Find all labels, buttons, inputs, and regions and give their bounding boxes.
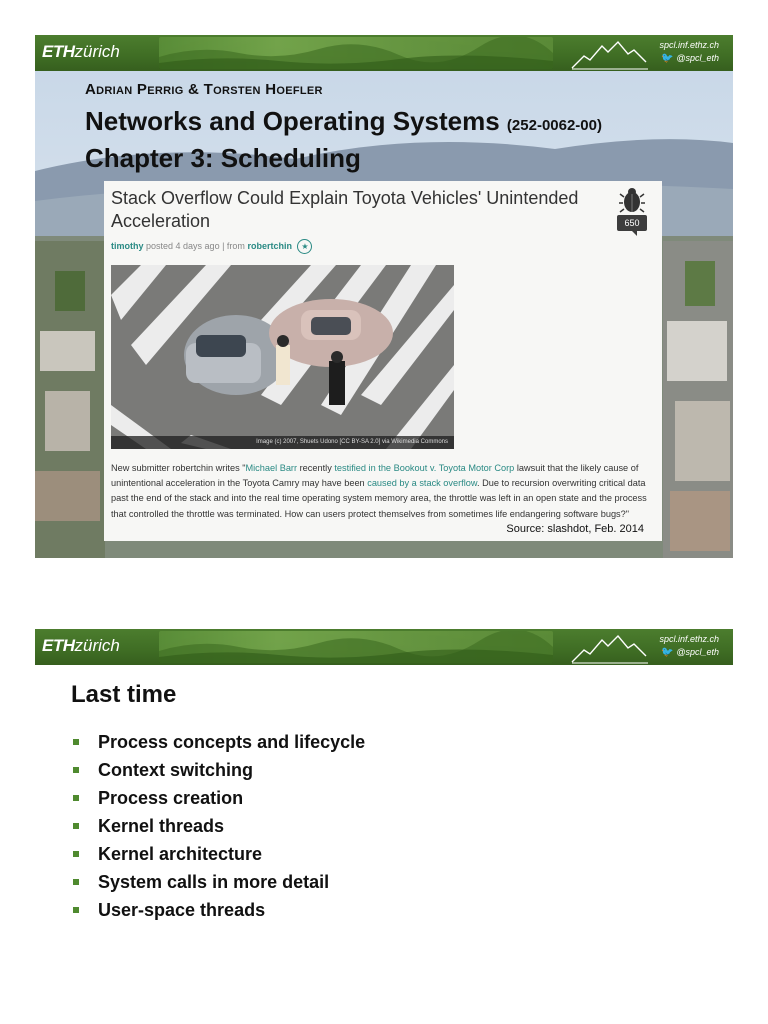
chapter-title: Chapter 3: Scheduling (85, 143, 361, 173)
article-byline: timothy posted 4 days ago | from robertchin ★ (111, 239, 312, 254)
comment-count[interactable]: 650 (617, 215, 647, 231)
image-caption: Image (c) 2007, Shuets Udono [CC BY-SA 2.0] via Wikimedia Commons (111, 436, 454, 449)
course-title: Networks and Operating Systems (85, 106, 500, 136)
list-item: System calls in more detail (71, 871, 365, 899)
slide-title (85, 105, 602, 174)
author-link[interactable]: timothy (111, 240, 144, 251)
star-icon: ★ (297, 239, 312, 254)
article-card (104, 181, 662, 541)
bug-icon (619, 187, 645, 213)
mountain-logo-icon (570, 632, 650, 664)
list-item: Context switching (71, 759, 365, 787)
from-link[interactable]: robertchin (247, 240, 292, 251)
twitter-handle[interactable]: @spcl_eth (676, 647, 719, 657)
twitter-handle[interactable]: @spcl_eth (676, 53, 719, 63)
eth-header-band (35, 35, 733, 71)
article-body: New submitter robertchin writes "Michael Barr recently testified in the Bookout v. Toyota Motor Corp lawsuit that the likely cause of unintentional acceleration in the Toyota Camry may have been caused by a stack overflow. Due to recursion overwriting critical data past the end of the stack and into the real time operating system memory area, the throttle was left in an open state and the process that controlled the throttle was terminated. How can users protect themselves from sometimes life endangering software bugs?" (111, 463, 647, 519)
article-photo (111, 265, 454, 449)
link-michael-barr[interactable]: Michael Barr (245, 463, 298, 473)
header-landscape-strip (159, 37, 553, 69)
bullet-list (71, 731, 365, 927)
list-item: Kernel architecture (71, 843, 365, 871)
list-item: Process concepts and lifecycle (71, 731, 365, 759)
spcl-url[interactable]: spcl.inf.ethz.ch (659, 634, 719, 644)
twitter-icon: 🐦 (661, 647, 674, 658)
link-stack-overflow[interactable]: caused by a stack overflow (367, 478, 478, 489)
eth-logo[interactable]: ETHzürich (42, 42, 120, 61)
header-landscape-strip (159, 631, 553, 663)
slide-1 (35, 35, 733, 558)
spcl-url[interactable]: spcl.inf.ethz.ch (659, 40, 719, 50)
list-item: Process creation (71, 787, 365, 815)
course-code: (252-0062-00) (506, 117, 602, 134)
mountain-logo-icon (570, 38, 650, 70)
slide-title: Last time (71, 681, 177, 708)
list-item: User-space threads (71, 899, 365, 927)
link-testified[interactable]: testified in the Bookout v. Toyota Motor Corp (334, 463, 515, 473)
list-item: Kernel threads (71, 815, 365, 843)
twitter-icon: 🐦 (661, 53, 674, 64)
eth-logo[interactable]: ETHzürich (42, 636, 120, 655)
slide-2 (35, 629, 733, 959)
article-headline[interactable]: Stack Overflow Could Explain Toyota Vehicles' Unintended Acceleration (111, 188, 579, 231)
eth-header-band (35, 629, 733, 665)
spcl-contact (659, 39, 719, 65)
authors: Adrian Perrig & Torsten Hoefler (85, 81, 323, 98)
car-crash-photo (111, 265, 454, 449)
source-note: Source: slashdot, Feb. 2014 (506, 523, 644, 535)
spcl-contact (659, 633, 719, 659)
